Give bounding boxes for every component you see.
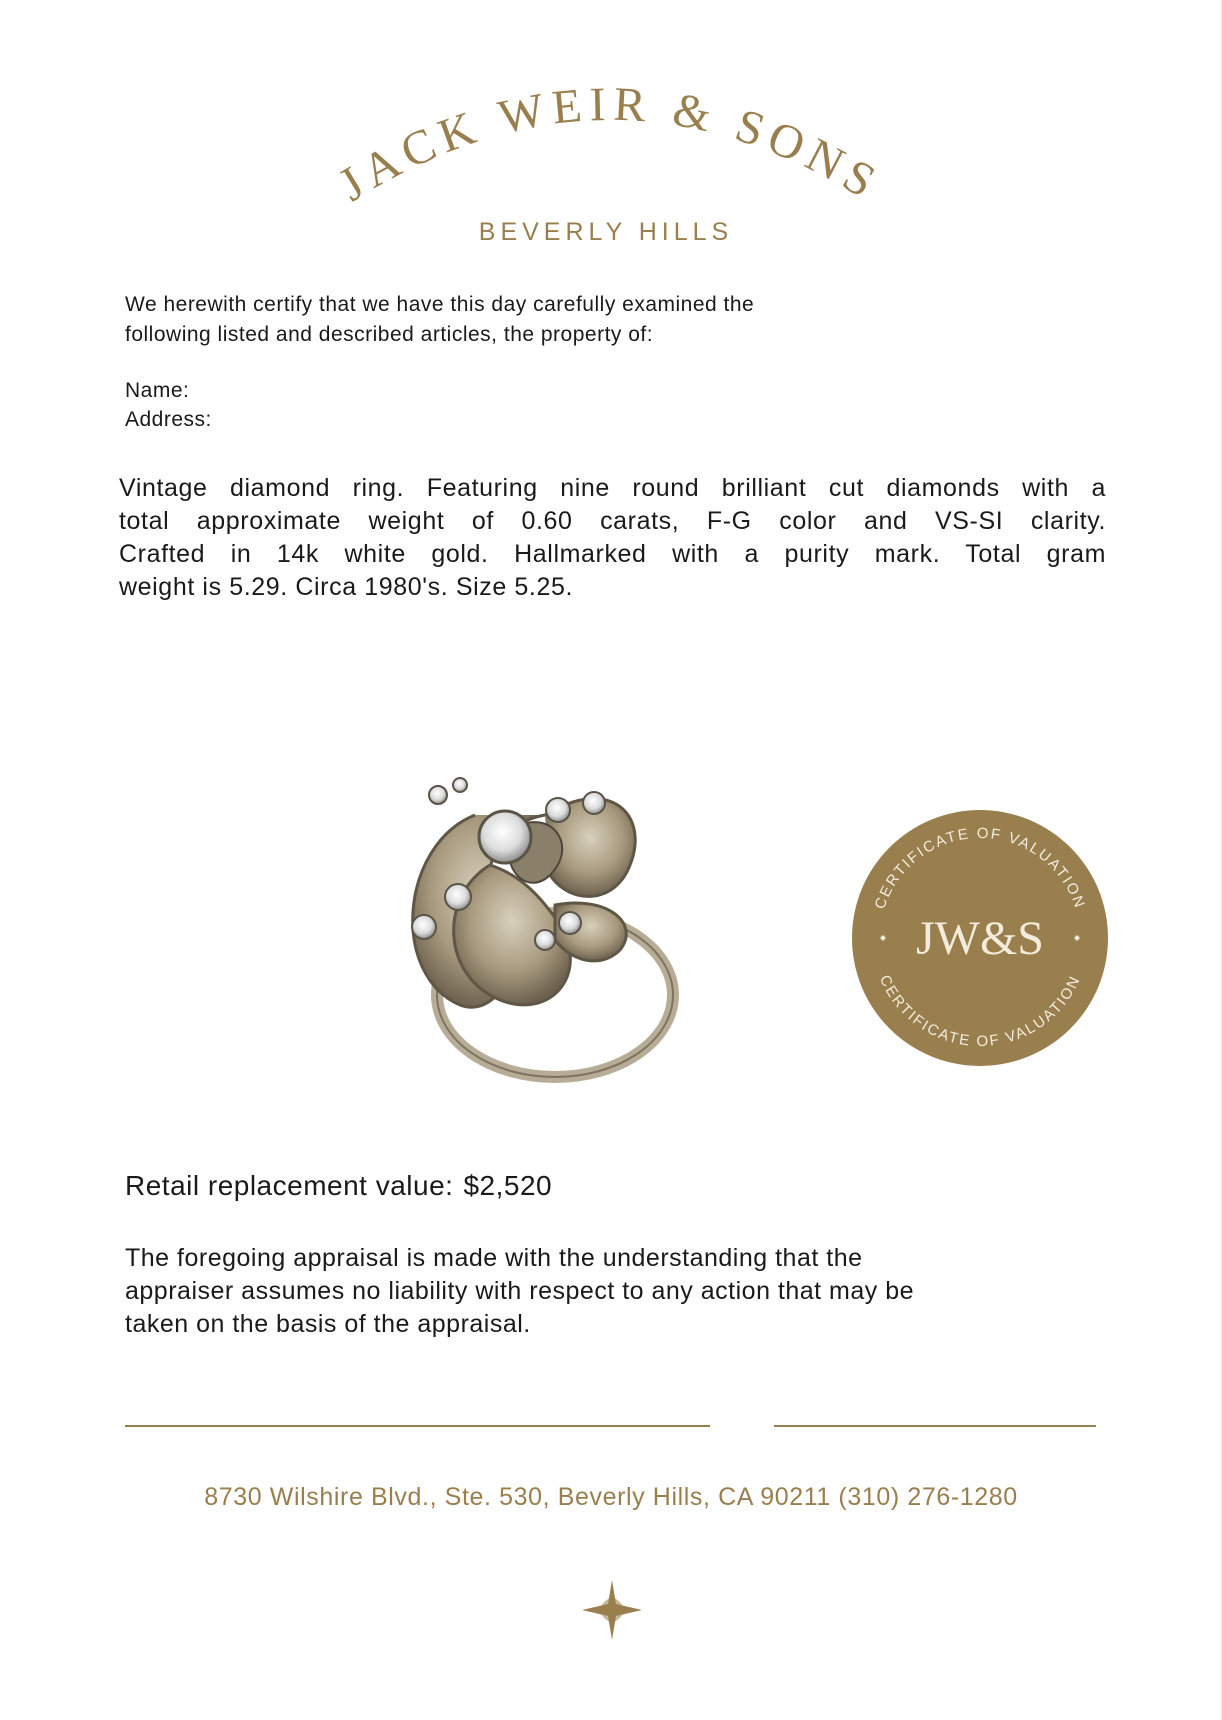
- footer-address: 8730 Wilshire Blvd., Ste. 530, Beverly Hills, CA 90211 (310) 276-1280: [204, 1483, 1018, 1511]
- description-line-3: Crafted in 14k white gold. Hallmarked with a purity mark. Total gram: [119, 540, 1106, 568]
- description-line-1: Vintage diamond ring. Featuring nine round brilliant cut diamonds with a: [119, 474, 1106, 502]
- owner-fields: [125, 376, 212, 434]
- svg-text:JACK WEIR & SONS: [330, 78, 890, 212]
- address-label: Address:: [125, 408, 212, 431]
- disclaimer: [125, 1242, 1085, 1341]
- brand-name: JACK WEIR & SONS: [329, 77, 891, 212]
- disclaimer-line-3: taken on the basis of the appraisal.: [125, 1310, 531, 1338]
- item-description: [119, 472, 1106, 604]
- seal-ring-text-top: CERTIFICATE OF VALUATION: [871, 824, 1089, 912]
- four-point-star-icon: [582, 1580, 642, 1640]
- disclaimer-line-2: appraiser assumes no liability with respect to any action that may be: [125, 1277, 915, 1305]
- valuation-seal: [850, 808, 1110, 1068]
- brand-wordmark: [310, 70, 910, 280]
- seal-ring-text-bottom: CERTIFICATE OF VALUATION: [875, 972, 1085, 1051]
- name-label: Name:: [125, 379, 190, 402]
- certification-intro: [125, 290, 1025, 350]
- retail-value-amount: $2,520: [463, 1170, 553, 1201]
- description-line-2: total approximate weight of 0.60 carats, F-G color and VS-SI clarity.: [119, 507, 1106, 535]
- signature-line-right: [774, 1425, 1096, 1427]
- intro-line-1: We herewith certify that we have this day carefully examined the: [125, 293, 755, 316]
- seal-monogram: JW&S: [915, 912, 1045, 965]
- disclaimer-line-1: The foregoing appraisal is made with the understanding that the: [125, 1244, 863, 1272]
- signature-line-left: [125, 1425, 710, 1427]
- retail-value-label: Retail replacement value:: [125, 1170, 454, 1201]
- description-line-4: weight is 5.29. Circa 1980's. Size 5.25.: [119, 573, 574, 601]
- ring-photo: [380, 755, 710, 1095]
- brand-location: BEVERLY HILLS: [478, 218, 734, 246]
- retail-value: [125, 1170, 552, 1202]
- intro-line-2: following listed and described articles, the property of:: [125, 323, 654, 346]
